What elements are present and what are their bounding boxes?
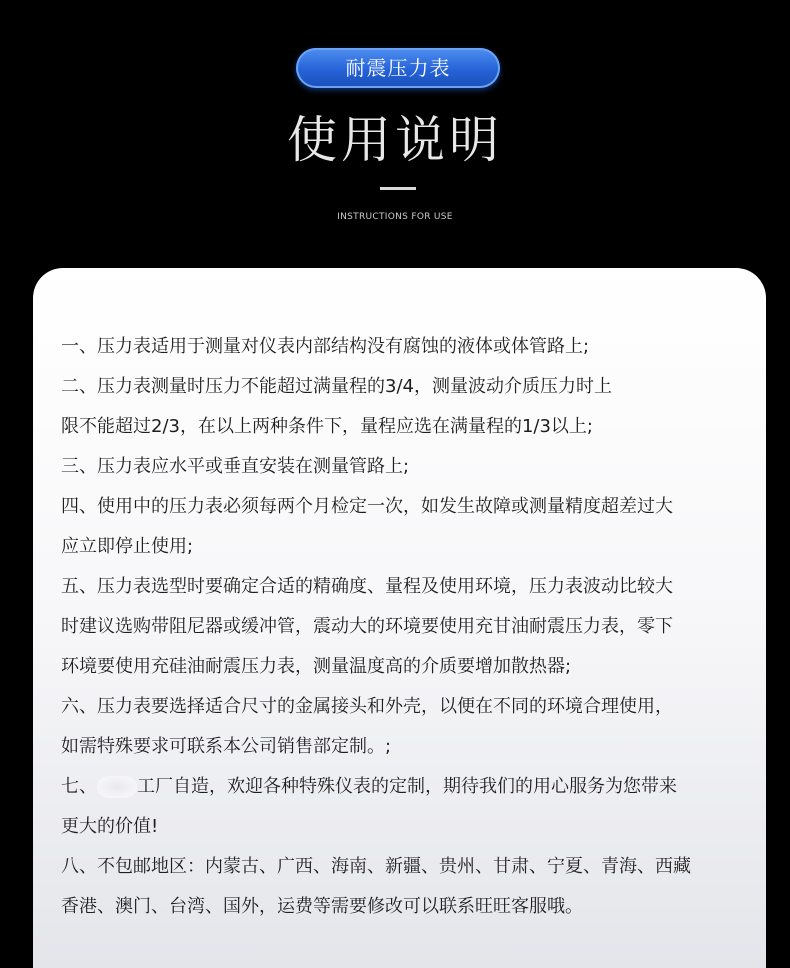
instructions-text	[61, 327, 751, 927]
instruction-line-13: 更大的价值!	[61, 816, 159, 837]
title-divider	[380, 187, 416, 190]
instruction-line-12	[61, 767, 751, 807]
instruction-line-6: 应立即停止使用;	[61, 536, 194, 557]
instruction-line-14: 八、不包邮地区：内蒙古、广西、海南、新疆、贵州、甘肃、宁夏、青海、西藏	[61, 856, 691, 877]
instruction-line-15: 香港、澳门、台湾、国外，运费等需要修改可以联系旺旺客服哦。	[61, 896, 583, 917]
instruction-line-12-prefix: 七、	[61, 776, 97, 797]
product-badge: 耐震压力表	[296, 48, 500, 88]
instruction-line-11: 如需特殊要求可联系本公司销售部定制。;	[61, 736, 392, 757]
instruction-line-10: 六、压力表要选择适合尺寸的金属接头和外壳，以便在不同的环境合理使用，	[61, 696, 673, 717]
instruction-line-7: 五、压力表选型时要确定合适的精确度、量程及使用环境，压力表波动比较大	[61, 576, 673, 597]
page-title: 使用说明	[287, 111, 503, 169]
instruction-line-4: 三、压力表应水平或垂直安装在测量管路上;	[61, 456, 410, 477]
instruction-line-5: 四、使用中的压力表必须每两个月检定一次，如发生故障或测量精度超差过大	[61, 496, 673, 517]
blurred-brand-name	[97, 776, 137, 798]
page-subtitle: INSTRUCTIONS FOR USE	[337, 212, 453, 222]
instruction-line-1: 一、压力表适用于测量对仪表内部结构没有腐蚀的液体或体管路上;	[61, 336, 590, 357]
instruction-line-9: 环境要使用充硅油耐震压力表，测量温度高的介质要增加散热器;	[61, 656, 572, 677]
instruction-line-3: 限不能超过2/3，在以上两种条件下，量程应选在满量程的1/3以上;	[61, 416, 593, 437]
instruction-line-8: 时建议选购带阻尼器或缓冲管，震动大的环境要使用充甘油耐震压力表，零下	[61, 616, 673, 637]
instruction-line-2: 二、压力表测量时压力不能超过满量程的3/4，测量波动介质压力时上	[61, 376, 612, 397]
instruction-line-12-suffix: 工厂自造，欢迎各种特殊仪表的定制，期待我们的用心服务为您带来	[137, 776, 677, 797]
